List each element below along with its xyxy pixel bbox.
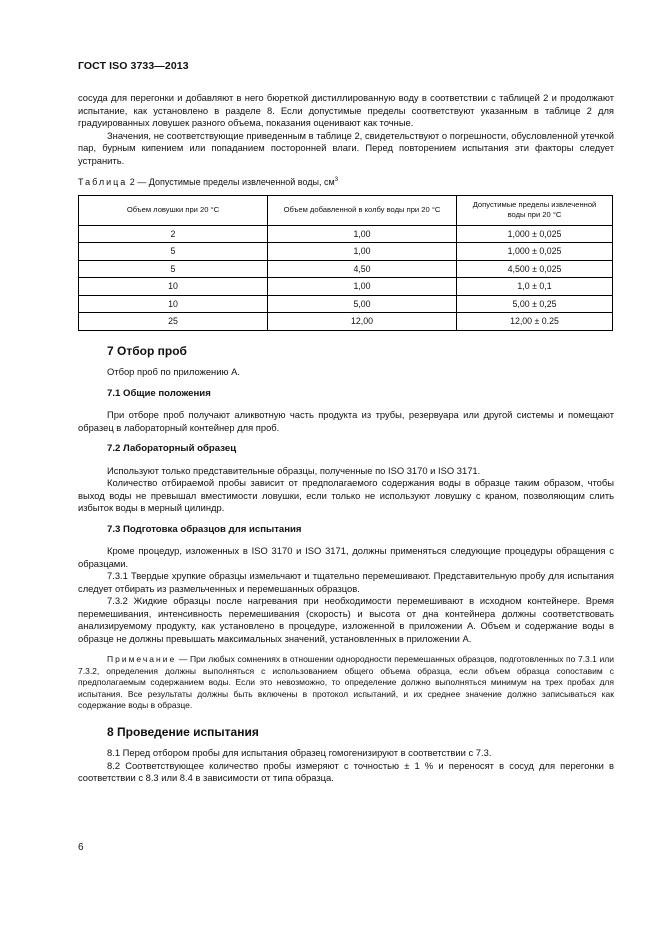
section-8-heading: 8 Проведение испытания: [107, 724, 259, 739]
table-cell: 10: [79, 278, 268, 296]
table-cell: 5,00: [268, 295, 457, 313]
section-7-1-heading: 7.1 Общие положения: [107, 387, 211, 399]
table-row: [79, 243, 613, 261]
section-7-3-1-text: 7.3.1 Твердые хрупкие образцы измельчают и тщательно перемешивают. Представительную пробу для испытания следует отбирать из размельченных и перемешанных образцов.: [78, 570, 614, 594]
document-body: [78, 92, 614, 785]
table-cell: 1,000 ± 0,025: [457, 225, 613, 243]
table-cell: 12,00 ± 0.25: [457, 313, 613, 331]
table-cell: 10: [79, 295, 268, 313]
intro-paragraph-1: сосуда для перегонки и добавляют в него бюреткой дистиллированную воду в соответствии с таблицей 2 и продолжают испытание, как установлено в разделе 8. Если допустимые пределы соответствуют указанным в таблице 2 для градуированных ловушек разного объема, показания оценивают как точные.: [78, 92, 614, 128]
note: [78, 654, 614, 712]
note-text: — При любых сомнениях в отношении однородности перемешанных образцов, подготовленных по 7.3.1 или 7.3.2, определения должны выполняться с использованием общего объема образца, если объем образца сопоставим с предполагаемым содержанием воды. Если это невозможно, то определение должно выполняться минимум на трех пробах для испытания. Все результаты должны быть включены в протокол испытаний, и их среднее значение должно записываться как содержание воды в образце.: [78, 654, 614, 710]
section-8-1-text: 8.1 Перед отбором пробы для испытания образец гомогенизируют в соответствии с 7.3.: [107, 747, 492, 758]
section-7-3-paragraph: Кроме процедур, изложенных в ISO 3170 и ISO 3171, должны применяться следующие процедуры обращения с образцами.: [78, 545, 614, 569]
table-cell: 1,00: [268, 225, 457, 243]
table-cell: 25: [79, 313, 268, 331]
table-header-cell: Объем ловушки при 20 °С: [79, 195, 268, 225]
section-7-heading: 7 Отбор проб: [107, 343, 187, 358]
table-cell: 5: [79, 243, 268, 261]
table-row: [79, 295, 613, 313]
table-caption-superscript: 3: [334, 177, 339, 183]
note-label: Примечание: [107, 654, 177, 664]
table-row: [79, 313, 613, 331]
table-cell: 4,50: [268, 260, 457, 278]
section-7-3-2-text: 7.3.2 Жидкие образцы после нагревания при необходимости перемешивают в исходном контейнере. Время перемешивания, интенсивность перемешивания (скорость) и высота от дна контейнера должны соответствовать анализируемому продукту, как установлено в процедуре, изложенной в приложении А. Объем и содержание воды в образце не должны превышать максимальных значений, установленных в приложении А.: [78, 595, 614, 644]
section-7-1-text: При отборе проб получают аликвотную часть продукта из трубы, резервуара или другой системы и помещают образец в лабораторный контейнер для проб.: [78, 409, 614, 433]
table-caption-prefix: Таблица: [78, 177, 128, 187]
section-7-2-heading: 7.2 Лабораторный образец: [107, 443, 237, 454]
page-number: 6: [78, 842, 84, 853]
table-cell: 5: [79, 260, 268, 278]
intro-paragraph-2: Значения, не соответствующие приведенным в таблице 2, свидетельствуют о погрешности, обусловленной утечкой пар, бурным кипением или попаданием посторонней влаги. Перед повторением испытания эти факторы следует устранить.: [78, 129, 614, 166]
page-header-title: ГОСТ ISO 3733—2013: [78, 60, 189, 72]
section-7-intro: Отбор проб по приложению А.: [107, 366, 240, 377]
table-caption: [78, 176, 614, 189]
table-header-row: [79, 195, 613, 225]
section-8-2-text: 8.2 Соответствующее количество пробы измеряют с точностью ± 1 % и переносят в сосуд для перегонки в соответствии с 8.3 или 8.4 в зависимости от типа образца.: [78, 759, 614, 783]
table-header-cell: Допустимые пределы извлеченной воды при 20 °С: [457, 195, 613, 225]
table-header-cell: Объем добавленной в колбу воды при 20 °С: [268, 195, 457, 225]
limits-table: [78, 195, 613, 331]
table-row: [79, 278, 613, 296]
table-cell: 2: [79, 225, 268, 243]
table-cell: 1,00: [268, 243, 457, 261]
section-7-2-paragraph-2: Количество отбираемой пробы зависит от предполагаемого содержания воды в образце таким образом, чтобы выход воды не превышал вместимости ловушки, если только не используют ловушку с краном, позволяющим слить избыток воды в мерный цилиндр.: [78, 477, 614, 513]
table-row: [79, 260, 613, 278]
table-row: [79, 225, 613, 243]
table-cell: 1,000 ± 0,025: [457, 243, 613, 261]
table-cell: 5,00 ± 0,25: [457, 295, 613, 313]
table-cell: 1,00: [268, 278, 457, 296]
table-cell: 12,00: [268, 313, 457, 331]
table-cell: 4,500 ± 0,025: [457, 260, 613, 278]
section-7-3-heading: 7.3 Подготовка образцов для испытания: [107, 523, 302, 535]
section-7-2-paragraph-1: Используют только представительные образцы, полученные по ISO 3170 и ISO 3171.: [107, 464, 481, 476]
table-caption-text: 2 — Допустимые пределы извлеченной воды, см: [127, 177, 335, 187]
table-cell: 1,0 ± 0,1: [457, 278, 613, 296]
